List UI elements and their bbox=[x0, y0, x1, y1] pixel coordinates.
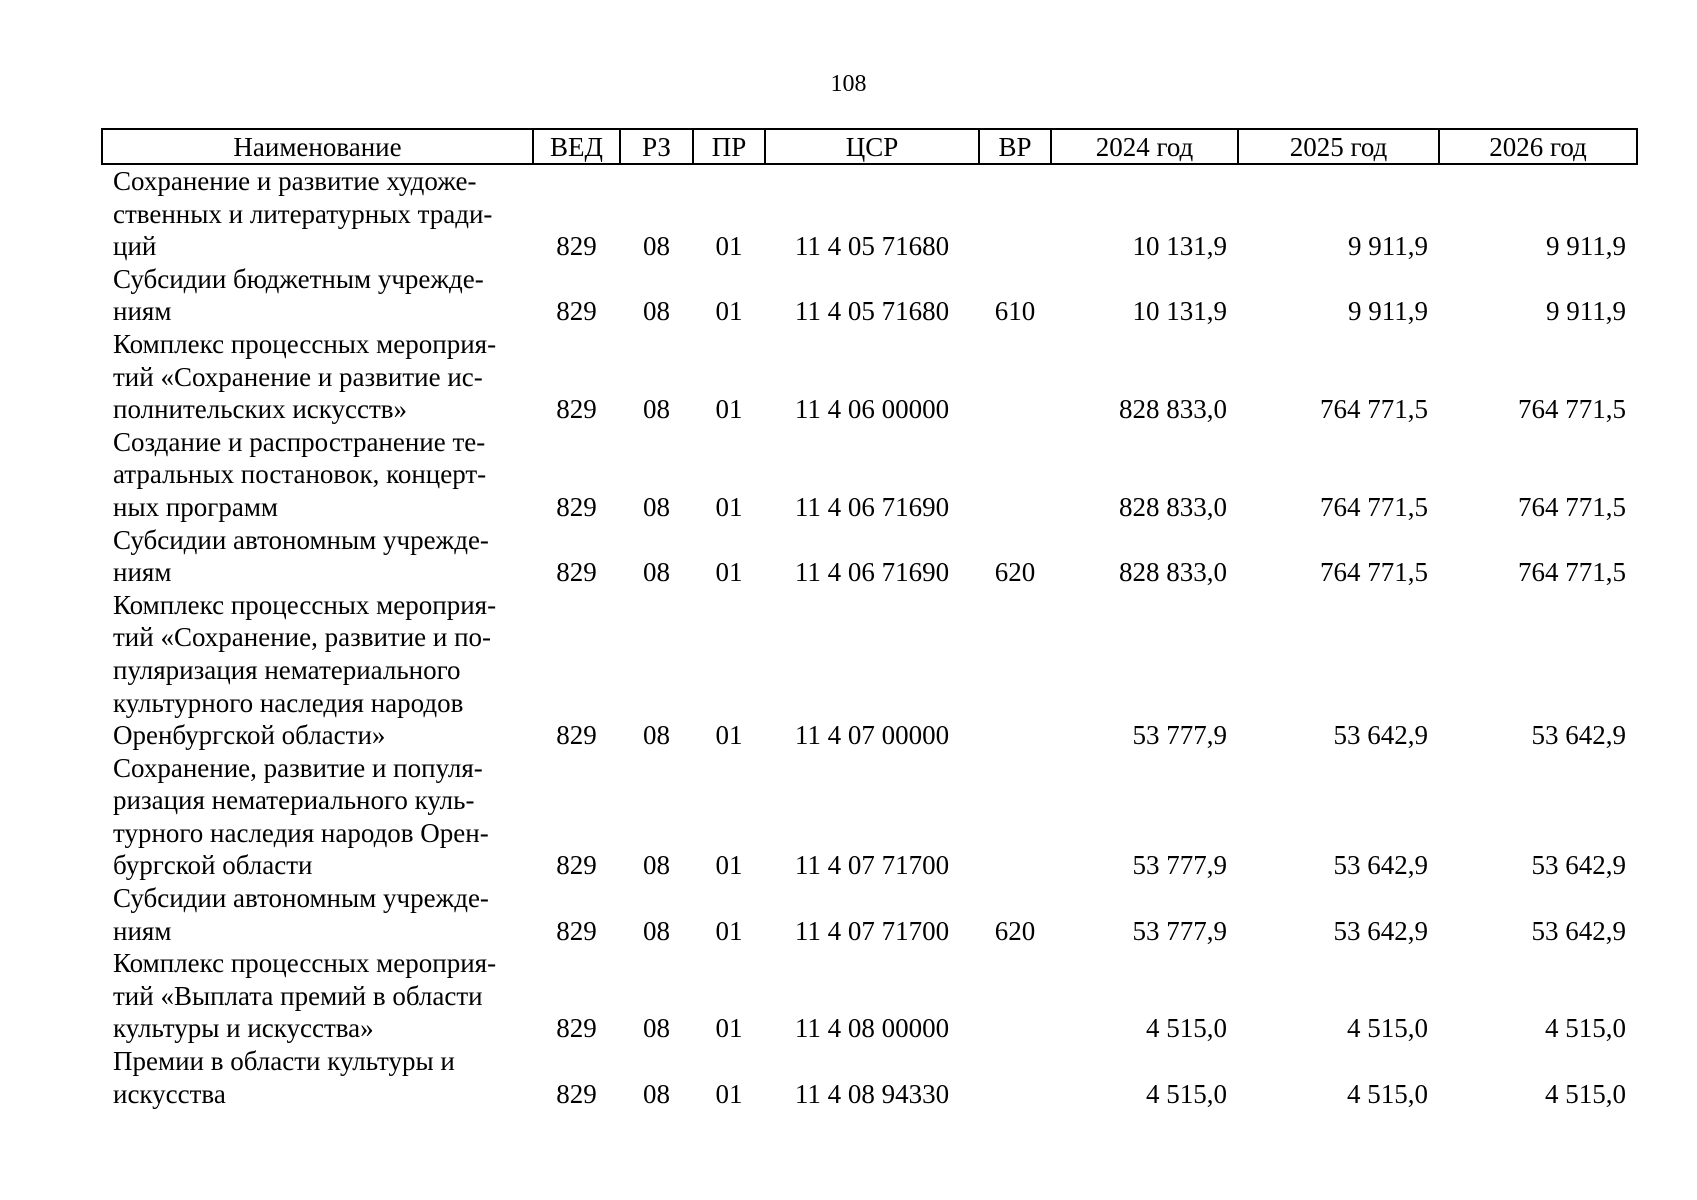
name-line: Сохранение и развитие художе- bbox=[113, 166, 477, 196]
cell-vr bbox=[979, 426, 1051, 524]
budget-table bbox=[101, 128, 1638, 1110]
cell-rz: 08 bbox=[643, 720, 670, 751]
cell-2024: 828 833,0 bbox=[1119, 394, 1227, 425]
cell-name bbox=[102, 1045, 533, 1110]
cell-2024: 828 833,0 bbox=[1119, 557, 1227, 588]
cell-csr: 11 4 07 71700 bbox=[794, 850, 950, 881]
cell-vr bbox=[979, 589, 1051, 752]
cell-pr: 01 bbox=[715, 394, 743, 425]
name-line: Субсидии бюджетным учрежде- bbox=[113, 263, 484, 294]
name-line: Субсидии автономным учрежде- bbox=[113, 883, 489, 914]
cell-rz: 08 bbox=[643, 915, 670, 946]
cell-pr: 01 bbox=[715, 1013, 743, 1044]
cell-vr bbox=[979, 328, 1051, 426]
cell-name bbox=[102, 164, 533, 263]
header-rz: РЗ bbox=[620, 129, 693, 164]
cell-pr: 01 bbox=[715, 915, 743, 946]
cell-vr: 610 bbox=[994, 296, 1036, 327]
cell-csr: 11 4 05 71680 bbox=[794, 296, 950, 327]
table-row bbox=[102, 589, 1637, 752]
cell-csr: 11 4 08 00000 bbox=[794, 1013, 950, 1044]
cell-ved: 829 bbox=[556, 557, 597, 588]
name-line: Сохранение, развитие и популя- bbox=[113, 752, 483, 783]
name-line: тий «Сохранение и развитие ис- bbox=[113, 361, 483, 392]
cell-2024: 53 777,9 bbox=[1132, 915, 1227, 946]
cell-vr: 620 bbox=[994, 915, 1036, 946]
name-line: Комплекс процессных мероприя- bbox=[113, 948, 497, 979]
cell-2024: 10 131,9 bbox=[1132, 231, 1227, 262]
cell-vr: 620 bbox=[994, 557, 1036, 588]
cell-vr bbox=[979, 164, 1051, 263]
name-line: ризация нематериального куль- bbox=[113, 785, 475, 816]
table-row bbox=[102, 752, 1637, 882]
table-row bbox=[102, 263, 1637, 328]
cell-ved: 829 bbox=[556, 296, 597, 327]
cell-name bbox=[102, 328, 533, 426]
cell-name bbox=[102, 589, 533, 752]
table-row bbox=[102, 882, 1637, 947]
table-header bbox=[102, 129, 1637, 164]
cell-rz: 08 bbox=[643, 557, 670, 588]
cell-2026: 9 911,9 bbox=[1546, 231, 1626, 262]
cell-vr bbox=[979, 1045, 1051, 1110]
header-row bbox=[102, 129, 1637, 164]
cell-2026: 764 771,5 bbox=[1518, 394, 1626, 425]
name-line: тий «Выплата премий в области bbox=[113, 980, 483, 1011]
cell-pr: 01 bbox=[715, 850, 743, 881]
cell-2026: 4 515,0 bbox=[1545, 1078, 1626, 1109]
cell-ved: 829 bbox=[556, 1078, 597, 1109]
table-body bbox=[102, 164, 1637, 1110]
cell-pr: 01 bbox=[715, 557, 743, 588]
cell-2025: 4 515,0 bbox=[1347, 1078, 1428, 1109]
cell-pr: 01 bbox=[715, 720, 743, 751]
cell-pr: 01 bbox=[715, 1078, 743, 1109]
table-row bbox=[102, 1045, 1637, 1110]
cell-2024: 53 777,9 bbox=[1132, 720, 1227, 751]
cell-rz: 08 bbox=[643, 1013, 670, 1044]
cell-2026: 4 515,0 bbox=[1545, 1013, 1626, 1044]
cell-ved: 829 bbox=[556, 394, 597, 425]
name-line: ниям bbox=[113, 296, 172, 327]
cell-2026: 9 911,9 bbox=[1546, 296, 1626, 327]
name-line: Субсидии автономным учрежде- bbox=[113, 524, 489, 555]
cell-2025: 53 642,9 bbox=[1333, 720, 1428, 751]
cell-2025: 764 771,5 bbox=[1320, 557, 1428, 588]
name-line: Комплекс процессных мероприя- bbox=[113, 328, 497, 359]
cell-ved: 829 bbox=[556, 1013, 597, 1044]
cell-2025: 764 771,5 bbox=[1320, 394, 1428, 425]
cell-2025: 764 771,5 bbox=[1320, 491, 1428, 522]
header-2026: 2026 год bbox=[1439, 129, 1637, 164]
cell-rz: 08 bbox=[643, 1078, 670, 1109]
name-line: бургской области bbox=[113, 850, 313, 881]
cell-name bbox=[102, 524, 533, 589]
cell-csr: 11 4 07 71700 bbox=[794, 915, 950, 946]
name-line: турного наследия народов Орен- bbox=[113, 817, 489, 848]
table-row bbox=[102, 947, 1637, 1045]
cell-csr: 11 4 07 00000 bbox=[794, 720, 950, 751]
name-line: атральных постановок, концерт- bbox=[113, 459, 487, 490]
name-line: ных программ bbox=[113, 491, 279, 522]
cell-rz: 08 bbox=[643, 394, 670, 425]
cell-vr bbox=[979, 947, 1051, 1045]
table-row bbox=[102, 328, 1637, 426]
header-ved: ВЕД bbox=[533, 129, 620, 164]
cell-2024: 53 777,9 bbox=[1132, 850, 1227, 881]
header-2024: 2024 год bbox=[1051, 129, 1238, 164]
name-line: Премии в области культуры и bbox=[113, 1046, 455, 1077]
name-line: культурного наследия народов bbox=[113, 687, 464, 718]
name-line: полнительских искусств» bbox=[113, 394, 408, 425]
cell-rz: 08 bbox=[643, 491, 670, 522]
header-pr: ПР bbox=[693, 129, 765, 164]
cell-2026: 53 642,9 bbox=[1531, 720, 1626, 751]
table-row bbox=[102, 426, 1637, 524]
header-2025: 2025 год bbox=[1238, 129, 1439, 164]
cell-rz: 08 bbox=[643, 296, 670, 327]
name-line: пуляризация нематериального bbox=[113, 654, 461, 685]
cell-vr bbox=[979, 752, 1051, 882]
cell-name bbox=[102, 752, 533, 882]
name-line: культуры и искусства» bbox=[113, 1013, 374, 1044]
cell-2026: 53 642,9 bbox=[1531, 850, 1626, 881]
cell-2026: 764 771,5 bbox=[1518, 557, 1626, 588]
cell-2025: 4 515,0 bbox=[1347, 1013, 1428, 1044]
cell-2024: 4 515,0 bbox=[1146, 1013, 1227, 1044]
cell-name bbox=[102, 947, 533, 1045]
cell-csr: 11 4 06 00000 bbox=[794, 394, 950, 425]
cell-pr: 01 bbox=[715, 231, 743, 262]
cell-csr: 11 4 06 71690 bbox=[794, 491, 950, 522]
table-row bbox=[102, 164, 1637, 263]
cell-pr: 01 bbox=[715, 296, 743, 327]
name-line: ниям bbox=[113, 915, 172, 946]
cell-2025: 9 911,9 bbox=[1348, 296, 1428, 327]
page-number: 108 bbox=[830, 71, 867, 97]
name-line: ций bbox=[113, 231, 157, 262]
cell-2024: 828 833,0 bbox=[1119, 491, 1227, 522]
name-line: тий «Сохранение, развитие и по- bbox=[113, 622, 492, 653]
name-line: Комплекс процессных мероприя- bbox=[113, 589, 497, 620]
cell-csr: 11 4 06 71690 bbox=[794, 557, 950, 588]
cell-2025: 9 911,9 bbox=[1348, 231, 1428, 262]
cell-ved: 829 bbox=[556, 720, 597, 751]
table-row bbox=[102, 524, 1637, 589]
cell-2025: 53 642,9 bbox=[1333, 850, 1428, 881]
header-name: Наименование bbox=[102, 129, 533, 164]
cell-ved: 829 bbox=[556, 491, 597, 522]
name-line: искусства bbox=[113, 1078, 226, 1109]
cell-csr: 11 4 05 71680 bbox=[794, 231, 950, 262]
header-csr: ЦСР bbox=[765, 129, 979, 164]
cell-ved: 829 bbox=[556, 850, 597, 881]
cell-name bbox=[102, 263, 533, 328]
cell-name bbox=[102, 426, 533, 524]
cell-ved: 829 bbox=[556, 231, 597, 262]
cell-pr: 01 bbox=[715, 491, 743, 522]
cell-2026: 53 642,9 bbox=[1531, 915, 1626, 946]
cell-2025: 53 642,9 bbox=[1333, 915, 1428, 946]
cell-rz: 08 bbox=[643, 850, 670, 881]
name-line: Оренбургской области» bbox=[113, 720, 386, 751]
cell-2024: 10 131,9 bbox=[1132, 296, 1227, 327]
cell-2026: 764 771,5 bbox=[1518, 491, 1626, 522]
cell-2024: 4 515,0 bbox=[1146, 1078, 1227, 1109]
name-line: Создание и распространение те- bbox=[113, 426, 486, 457]
cell-rz: 08 bbox=[643, 231, 670, 262]
name-line: ниям bbox=[113, 557, 172, 588]
name-line: ственных и литературных тради- bbox=[113, 198, 493, 229]
cell-csr: 11 4 08 94330 bbox=[794, 1078, 950, 1109]
header-vr: ВР bbox=[979, 129, 1051, 164]
cell-name bbox=[102, 882, 533, 947]
cell-ved: 829 bbox=[556, 915, 597, 946]
